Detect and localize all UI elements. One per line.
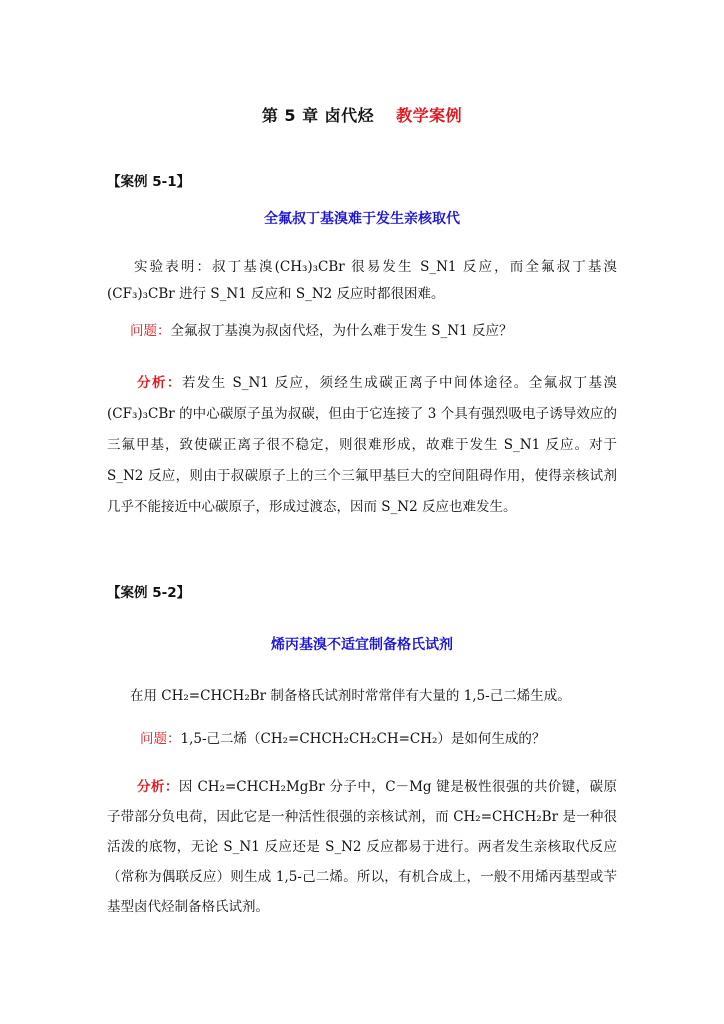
case2-intro: 在用 CH₂=CHCH₂Br 制备格氏试剂时常常伴有大量的 1,5-己二烯生成。 (130, 688, 571, 704)
case2-analysis-label: 分析： (137, 779, 179, 795)
case1-label: 【案例 5-1】 (107, 174, 191, 190)
chapter-title-main: 第 5 章 卤代烃 (261, 106, 375, 125)
case2-title: 烯丙基溴不适宜制备格氏试剂 (271, 637, 453, 653)
case2-label: 【案例 5-2】 (107, 585, 191, 601)
case1-question-label: 问题： (130, 323, 171, 339)
case1-question (130, 318, 640, 345)
case2-analysis-text: 因 CH₂=CHCH₂MgBr 分子中，C－Mg 键是极性很强的共价键，碳原子带部分负电荷，因此它是一种活性很强的亲核试剂，而 CH₂=CHCH₂Br 是一种很活泼的底物，无论 S_N1 反应还是 S_N2 反应都易于进行。两者发生亲核取代反应（常称为偶联反应）则生成 1,5-己二烯。所以，有机合成上，一般不用烯丙基型或苄基型卤代烃制备格氏试剂。 (107, 779, 617, 915)
case2-question-label: 问题： (140, 731, 181, 747)
case1-question-text: 全氟叔丁基溴为叔卤代烃，为什么难于发生 S_N1 反应？ (170, 323, 513, 339)
case1-analysis-label: 分析： (137, 375, 182, 391)
case1-analysis (107, 368, 617, 523)
case1-analysis-text: 若发生 S_N1 反应，须经生成碳正离子中间体途径。全氟叔丁基溴(CF₃)₃CBr 的中心碳原子虽为叔碳，但由于它连接了 3 个具有强烈吸电子诱导效应的三氟甲基，致使碳正离子很不稳定，则很难形成，故难于发生 S_N1 反应。对于 S_N2 反应，则由于叔碳原子上的三个三氟甲基巨大的空间阻碍作用，使得亲核试剂几乎不能接近中心碳原子，形成过渡态，因而 S_N2 反应也难发生。 (107, 375, 618, 515)
case1-intro: 实验表明：叔丁基溴(CH₃)₃CBr 很易发生 S_N1 反应，而全氟叔丁基溴(CF₃)₃CBr 进行 S_N1 反应和 S_N2 反应时都很困难。 (107, 259, 617, 302)
case2-analysis (107, 772, 617, 922)
chapter-title-accent: 教学案例 (396, 106, 463, 125)
case1-title: 全氟叔丁基溴难于发生亲核取代 (264, 211, 460, 227)
case2-question-text: 1,5-己二烯（CH₂=CHCH₂CH₂CH=CH₂）是如何生成的？ (180, 731, 546, 747)
chapter-title (0, 103, 724, 126)
case2-question (140, 726, 650, 753)
